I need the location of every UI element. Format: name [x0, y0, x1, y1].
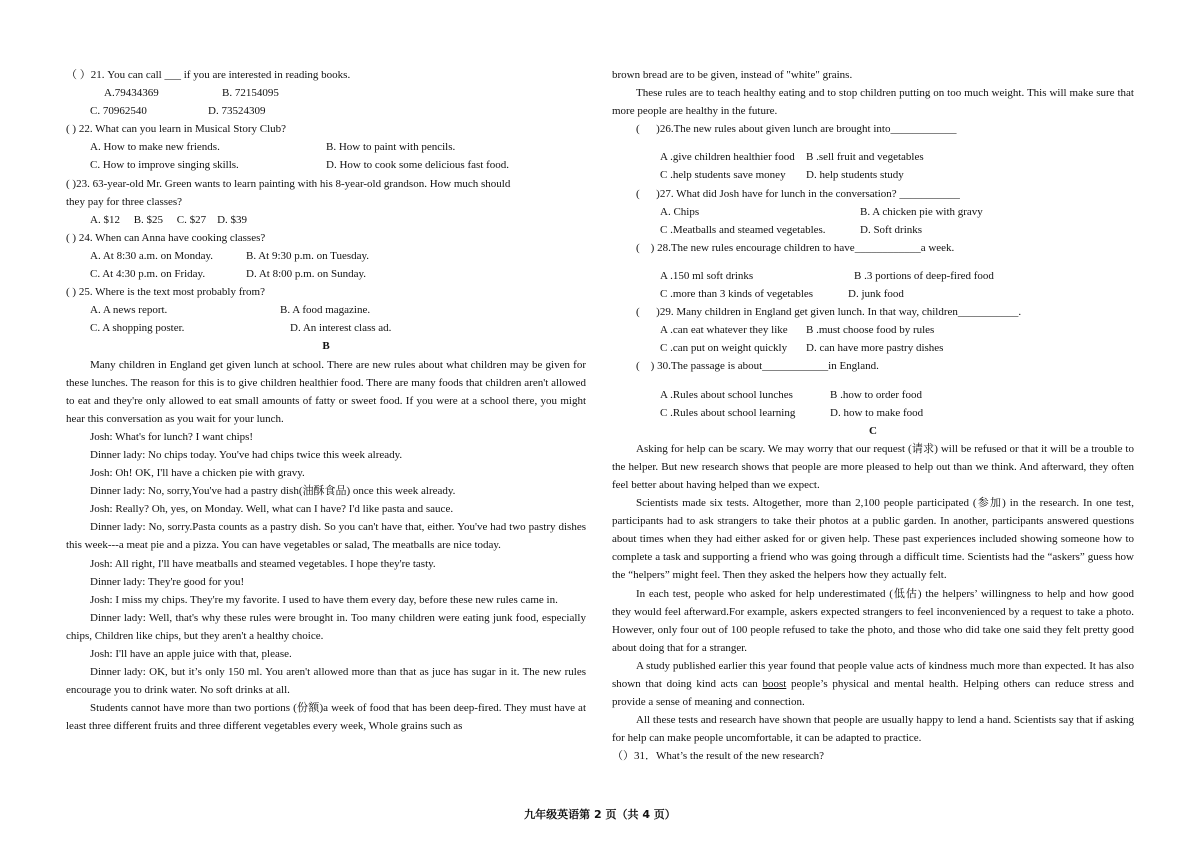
option: A. How to make new friends.: [90, 141, 220, 154]
dialogue-line: Dinner lady: OK, but it’s only 150 ml. You aren't allowed more than that as juce has sugar in it. The new rules encourage you to drink water. No soft drinks at all.: [66, 666, 586, 697]
option: B .3 portions of deep-fired food: [854, 269, 994, 282]
option: A. At 8:30 a.m. on Monday.: [90, 249, 214, 262]
passage-c-paragraph: In each test, people who asked for help underestimated (低估) the helpers’ willingness to help and how good they would feel afterward.For example, askers expected strangers to feel inconvenienced by a request to take a photo. However, only four out of 100 people refused to take the photo, and those who did take one said they felt pretty good about doing that for a stranger.: [612, 587, 1134, 654]
question-27-options-cd: [612, 221, 1134, 239]
question-24: ( ) 24. When can Anna have cooking classes?: [66, 231, 266, 244]
option: C .can put on weight quickly: [660, 342, 788, 355]
passage-c-paragraph: Asking for help can be scary. We may worry that our request (请求) will be refused or that it will be a trouble to the helper. But new research shows that people are more pleased to help out than we think. And afterward, they often feel better about having helped than we expect.: [612, 442, 1134, 491]
option: B. How to paint with pencils.: [326, 141, 456, 154]
underlined-word: boost: [762, 678, 787, 690]
question-31: （）31．What’s the result of the new research?: [612, 750, 824, 763]
section-b-heading: B: [322, 340, 330, 353]
option: B. A chicken pie with gravy: [860, 205, 983, 218]
option: A.79434369: [104, 87, 159, 100]
text-run: people’s physical and mental health. Helping others can reduce stress and provide a sense of meaning and connection.: [612, 678, 1135, 709]
option: D. how to make food: [830, 406, 924, 419]
question-26-options-cd: [612, 166, 1134, 184]
dialogue-line: Josh: I miss my chips. They're my favorite. I used to have them every day, before these new rules came in.: [90, 593, 558, 606]
option: B. At 9:30 p.m. on Tuesday.: [246, 249, 370, 262]
question-25-options-cd: [66, 319, 586, 337]
option: D. An interest class ad.: [290, 322, 392, 335]
option: D. can have more pastry dishes: [806, 342, 944, 355]
page-footer: 九年级英语第 2 页（共 4 页）: [524, 808, 676, 821]
passage-c-paragraph: Scientists made six tests. Altogether, more than 2,100 people participated (参加) in the research. In one test, participants had to ask strangers to take their photos at a public garden. In another, participants answered questions about times when they had either asked for or given help. These past experiences included showing someone how to complete a task and supporting a friend who was going through a difficult time. Scientists had the “askers” guess how the “helpers” might feel. Then they asked the helpers how they actually felt.: [612, 497, 1134, 582]
dialogue-line: Dinner lady: They're good for you!: [90, 575, 245, 588]
option: A .Rules about school lunches: [660, 388, 793, 401]
question-21-options-ab: [66, 84, 586, 102]
option: B. 72154095: [222, 87, 279, 100]
option: D. help students study: [806, 169, 904, 182]
dialogue-line: Dinner lady: No, sorry,You've had a pastry dish(油酥食品) once this week already.: [90, 485, 456, 498]
question-22-options-ab: [66, 138, 586, 156]
question-26: ( )26.The new rules about given lunch are brought into____________: [636, 123, 957, 136]
option: C. 70962540: [90, 105, 147, 118]
question-30-options-ab: [612, 386, 1134, 404]
dialogue-line: Josh: All right, I'll have meatballs and steamed vegetables. I hope they're tasty.: [90, 557, 436, 570]
question-25: ( ) 25. Where is the text most probably from?: [66, 286, 265, 299]
question-23-options: A. $12 B. $25 C. $27 D. $39: [90, 213, 248, 226]
option: A .150 ml soft drinks: [660, 269, 754, 282]
question-22: ( ) 22. What can you learn in Musical Story Club?: [66, 123, 287, 136]
question-23-cont: they pay for three classes?: [66, 195, 183, 208]
option: A. Chips: [660, 205, 700, 218]
option: D. 73524309: [208, 105, 266, 118]
option: C .more than 3 kinds of vegetables: [660, 288, 814, 301]
question-30: ( ) 30.The passage is about____________in England.: [636, 360, 879, 373]
question-29: ( )29. Many children in England get given lunch. In that way, children___________.: [636, 306, 1022, 319]
question-21: （ ）21. You can call ___ if you are interested in reading books.: [66, 69, 351, 81]
option: C. A shopping poster.: [90, 322, 185, 335]
option: B .sell fruit and vegetables: [806, 151, 924, 164]
passage-c-paragraph: All these tests and research have shown that people are usually happy to lend a hand. Scientists say that if asking for help can make people uncomfortable, it can be adapted to practice.: [612, 714, 1134, 745]
section-c-heading: C: [869, 424, 877, 437]
right-column: [612, 66, 1134, 765]
question-27: ( )27. What did Josh have for lunch in the conversation? ___________: [636, 187, 960, 200]
passage-b-continued: brown bread are to be given, instead of "white" grains.: [612, 69, 853, 81]
question-24-options-ab: [66, 247, 586, 265]
question-28-options-ab: [612, 267, 1134, 285]
option: A .can eat whatever they like: [660, 324, 788, 337]
dialogue-line: Josh: What's for lunch? I want chips!: [90, 430, 254, 443]
option: C. How to improve singing skills.: [90, 159, 239, 172]
question-30-options-cd: [612, 404, 1134, 422]
question-25-options-ab: [66, 301, 586, 319]
passage-b-paragraph: Students cannot have more than two portions (份额)a week of food that has been deep-fired. They must have at least three different fruits and three different vegetables every week, Whole grains such as: [66, 702, 586, 733]
option: B. A food magazine.: [280, 304, 371, 317]
question-21-options-cd: [66, 102, 586, 120]
option: D. At 8:00 p.m. on Sunday.: [246, 268, 366, 281]
question-29-options-cd: [612, 339, 1134, 357]
left-column: [66, 66, 586, 735]
question-22-options-cd: [66, 156, 586, 174]
option: D. Soft drinks: [860, 223, 923, 236]
dialogue-line: Josh: Oh! OK, I'll have a chicken pie with gravy.: [90, 467, 305, 480]
dialogue-line: Dinner lady: Well, that's why these rules were brought in. Too many children were eating junk food, especially chips, Children like chips, but they aren't a healthy choice.: [66, 611, 586, 642]
option: C. At 4:30 p.m. on Friday.: [90, 268, 206, 281]
dialogue-line: Josh: I'll have an apple juice with that, please.: [90, 648, 292, 660]
passage-c-paragraph: [612, 657, 1134, 711]
option: C .Meatballs and steamed vegetables.: [660, 223, 826, 236]
option: C .Rules about school learning: [660, 406, 796, 419]
option: A .give children healthier food: [660, 151, 795, 164]
dialogue-line: Dinner lady: No, sorry.Pasta counts as a pastry dish. So you can't have that, either. You've had two pastry dishes this week---a meat pie and a pizza. You can have vegetables or salad, The meatballs are nice today.: [66, 521, 586, 552]
option: D. How to cook some delicious fast food.: [326, 159, 509, 172]
dialogue-line: Josh: Really? Oh, yes, on Monday. Well, what can I have? I'd like pasta and sauce.: [90, 503, 454, 516]
question-29-options-ab: [612, 321, 1134, 339]
option: B .how to order food: [830, 388, 922, 401]
question-28: ( ) 28.The new rules encourage children to have____________a week.: [636, 241, 955, 254]
option: A. A news report.: [90, 304, 168, 317]
question-24-options-cd: [66, 265, 586, 283]
passage-b-paragraph: Many children in England get given lunch at school. There are new rules about what children may be given for these lunches. The reason for this is to give children healthier food. There are many foods that children aren't allowed to eat and they're only allowed to eat small amounts of fatty or sweet food. If you were at a school there, you might hear this conversation as you wait for your lunch.: [66, 358, 586, 425]
option: C .help students save money: [660, 169, 786, 182]
question-23: ( )23. 63-year-old Mr. Green wants to learn painting with his 8-year-old grandson. How much should: [66, 177, 511, 190]
question-28-options-cd: [612, 285, 1134, 303]
option: D. junk food: [848, 288, 904, 301]
question-27-options-ab: [612, 203, 1134, 221]
option: B .must choose food by rules: [806, 324, 935, 337]
passage-b-paragraph: These rules are to teach healthy eating and to stop children putting on too much weight. This will make sure that more people are healthy in the future.: [612, 87, 1134, 118]
text-run: A study published earlier this year found that people value acts of kindness much more than expected. It has also shown that doing kind acts can: [612, 659, 1134, 690]
dialogue-line: Dinner lady: No chips today. You've had chips twice this week already.: [90, 448, 403, 461]
question-26-options-ab: [612, 148, 1134, 166]
